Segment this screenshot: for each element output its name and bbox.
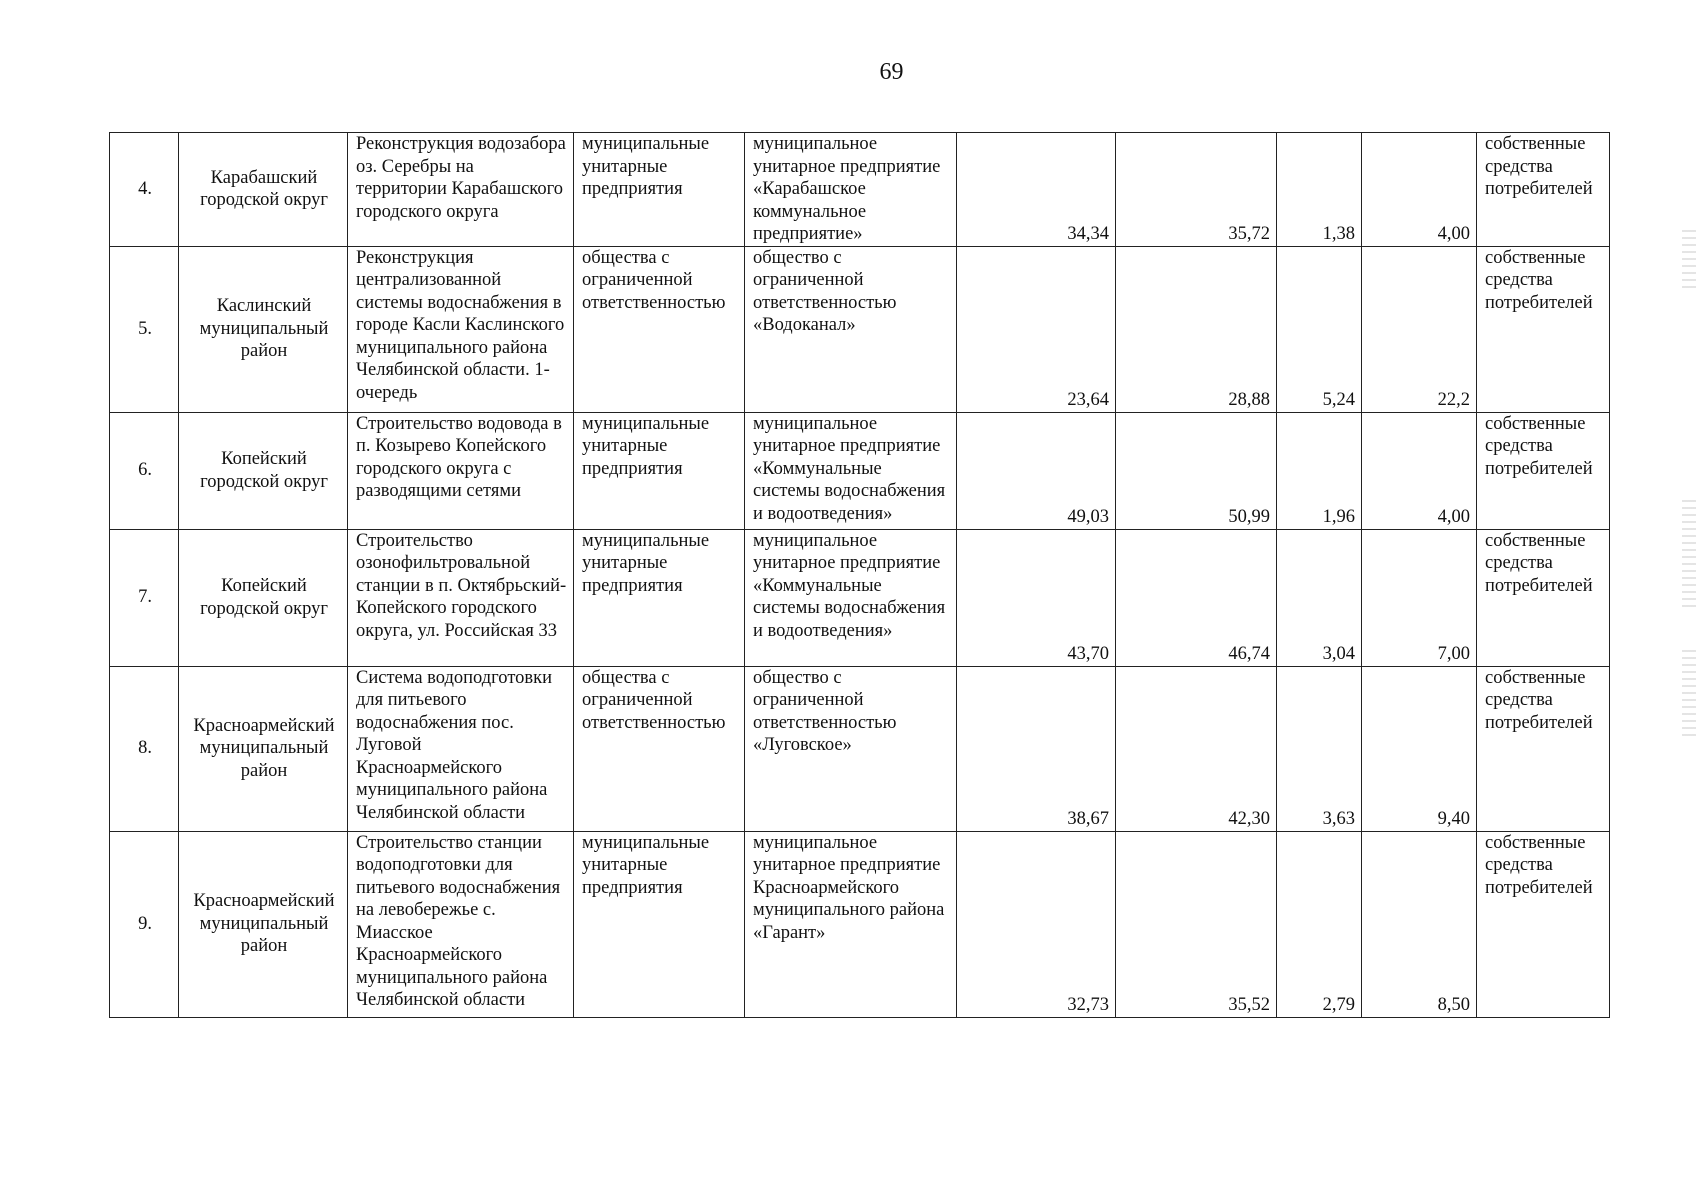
table-row [110, 133, 1610, 247]
scan-artifact [1682, 230, 1696, 290]
org-name-cell: муниципальное унитарное предприятие «Коммунальные системы водоснабжения и водоотведения» [745, 529, 957, 666]
org-type-cell: муниципальные унитарные предприятия [574, 831, 745, 1017]
table-row [110, 831, 1610, 1017]
row-number: 5. [110, 246, 179, 412]
funding-source-cell: собственные средства потребителей [1477, 412, 1610, 529]
municipality-cell: Каслинский муниципальный район [179, 246, 348, 412]
table-row [110, 666, 1610, 831]
value-cell-2: 35,72 [1116, 133, 1277, 247]
scan-artifact [1682, 650, 1696, 740]
project-cell: Строительство озонофильтровальной станции в п. Октябрьский-Копейского городского округа, ул. Российская 33 [348, 529, 574, 666]
value-cell-1: 32,73 [957, 831, 1116, 1017]
project-cell: Реконструкция централизованной системы водоснабжения в городе Касли Каслинского муниципального района Челябинской области. 1-очередь [348, 246, 574, 412]
project-cell: Строительство водовода в п. Козырево Копейского городского округа с разводящими сетями [348, 412, 574, 529]
funding-source-cell: собственные средства потребителей [1477, 133, 1610, 247]
project-cell: Строительство станции водоподготовки для питьевого водоснабжения на левобережье с. Миасское Красноармейского муниципального района Челябинской области [348, 831, 574, 1017]
project-cell: Реконструкция водозабора оз. Серебры на территории Карабашского городского округа [348, 133, 574, 247]
row-number: 8. [110, 666, 179, 831]
value-cell-1: 38,67 [957, 666, 1116, 831]
org-type-cell: общества с ограниченной ответственностью [574, 666, 745, 831]
value-cell-1: 34,34 [957, 133, 1116, 247]
value-cell-3: 5,24 [1277, 246, 1362, 412]
org-name-cell: муниципальное унитарное предприятие «Коммунальные системы водоснабжения и водоотведения» [745, 412, 957, 529]
value-cell-2: 50,99 [1116, 412, 1277, 529]
value-cell-2: 35,52 [1116, 831, 1277, 1017]
municipality-cell: Копейский городской округ [179, 412, 348, 529]
value-cell-4: 4,00 [1362, 133, 1477, 247]
investment-table [109, 132, 1610, 1018]
org-name-cell: общество с ограниченной ответственностью «Луговское» [745, 666, 957, 831]
org-name-cell: общество с ограниченной ответственностью «Водоканал» [745, 246, 957, 412]
org-type-cell: муниципальные унитарные предприятия [574, 133, 745, 247]
org-type-cell: муниципальные унитарные предприятия [574, 529, 745, 666]
row-number: 6. [110, 412, 179, 529]
table-row [110, 246, 1610, 412]
scan-artifact [1682, 500, 1696, 610]
value-cell-2: 28,88 [1116, 246, 1277, 412]
value-cell-1: 23,64 [957, 246, 1116, 412]
value-cell-2: 46,74 [1116, 529, 1277, 666]
page-number: 69 [879, 59, 904, 85]
row-number: 9. [110, 831, 179, 1017]
value-cell-4: 8,50 [1362, 831, 1477, 1017]
value-cell-1: 49,03 [957, 412, 1116, 529]
value-cell-3: 1,38 [1277, 133, 1362, 247]
funding-source-cell: собственные средства потребителей [1477, 246, 1610, 412]
project-cell: Система водоподготовки для питьевого водоснабжения пос. Луговой Красноармейского муниципального района Челябинской области [348, 666, 574, 831]
value-cell-4: 22,2 [1362, 246, 1477, 412]
table-row [110, 529, 1610, 666]
row-number: 4. [110, 133, 179, 247]
value-cell-3: 1,96 [1277, 412, 1362, 529]
municipality-cell: Копейский городской округ [179, 529, 348, 666]
value-cell-4: 9,40 [1362, 666, 1477, 831]
row-number: 7. [110, 529, 179, 666]
value-cell-3: 3,63 [1277, 666, 1362, 831]
value-cell-1: 43,70 [957, 529, 1116, 666]
value-cell-4: 7,00 [1362, 529, 1477, 666]
value-cell-3: 3,04 [1277, 529, 1362, 666]
org-name-cell: муниципальное унитарное предприятие «Карабашское коммунальное предприятие» [745, 133, 957, 247]
municipality-cell: Карабашский городской округ [179, 133, 348, 247]
municipality-cell: Красноармейский муниципальный район [179, 831, 348, 1017]
funding-source-cell: собственные средства потребителей [1477, 831, 1610, 1017]
municipality-cell: Красноармейский муниципальный район [179, 666, 348, 831]
funding-source-cell: собственные средства потребителей [1477, 529, 1610, 666]
org-type-cell: общества с ограниченной ответственностью [574, 246, 745, 412]
org-name-cell: муниципальное унитарное предприятие Красноармейского муниципального района «Гарант» [745, 831, 957, 1017]
org-type-cell: муниципальные унитарные предприятия [574, 412, 745, 529]
value-cell-2: 42,30 [1116, 666, 1277, 831]
funding-source-cell: собственные средства потребителей [1477, 666, 1610, 831]
table-row [110, 412, 1610, 529]
value-cell-3: 2,79 [1277, 831, 1362, 1017]
value-cell-4: 4,00 [1362, 412, 1477, 529]
